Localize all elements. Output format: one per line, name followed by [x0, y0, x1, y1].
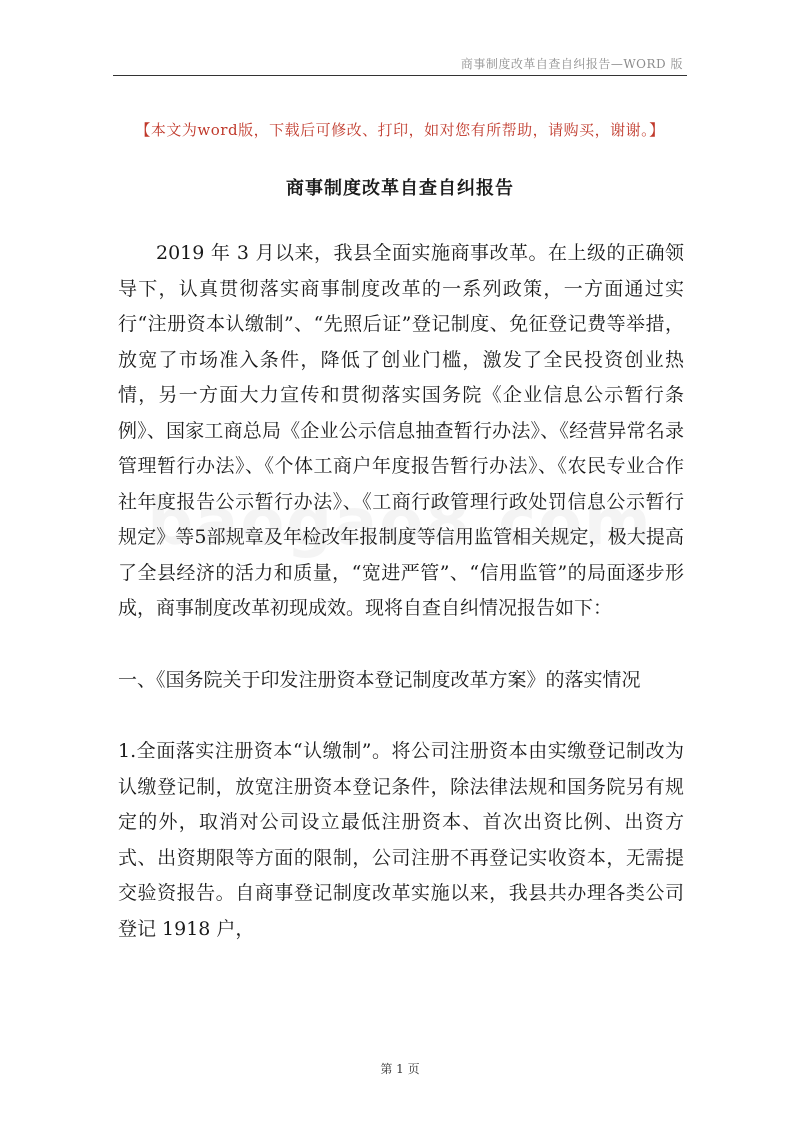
page-number: 第 1 页 — [380, 1062, 420, 1076]
running-header: 商事制度改革自查自纠报告—WORD 版 — [460, 57, 683, 71]
purchase-notice: 【本文为word版，下载后可修改、打印，如对您有所帮助，请购买，谢谢。】 — [135, 121, 665, 139]
page-title: 商事制度改革自查自纠报告 — [286, 178, 514, 199]
intro-paragraph: 2019 年 3 月以来，我县全面实施商事改革。在上级的正确领导下，认真贯彻落实商事制度改革的一系列政策，一方面通过实行“注册资本认缴制”、“先照后证”登记制度、免征登记费等举措，放宽了市场准入条件，降低了创业门槛，激发了全民投资创业热情，另一方面大力宣传和贯彻落实国务院《企业信息公示暂行条例》、国家工商总局《企业公示信息抽查暂行办法》、《经营异常名录管理暂行办法》、《个体工商户年度报告暂行办法》、《农民专业合作社年度报告公示暂行办法》、《工商行政管理行政处罚信息公示暂行规定》等5部规章及年检改年报制度等信用监管相关规定，极大提高了全县经济的活力和质量，“宽进严管”、“信用监管”的局面逐步形成，商事制度改革初现成效。现将自查自纠情况报告如下： — [118, 242, 684, 619]
section-heading: 一、《国务院关于印发注册资本登记制度改革方案》的落实情况 — [118, 668, 641, 691]
document-body — [118, 236, 684, 947]
header-divider — [113, 75, 687, 76]
item-paragraph: 1.全面落实注册资本“认缴制”。将公司注册资本由实缴登记制改为认缴登记制，放宽注册资本登记条件，除法律法规和国务院另有规定的外，取消对公司设立最低注册资本、首次出资比例、出资方式、出资期限等方面的限制，公司注册不再登记实收资本，无需提交验资报告。自商事登记制度改革实施以来，我县共办理各类公司登记 1918 户， — [118, 740, 684, 940]
